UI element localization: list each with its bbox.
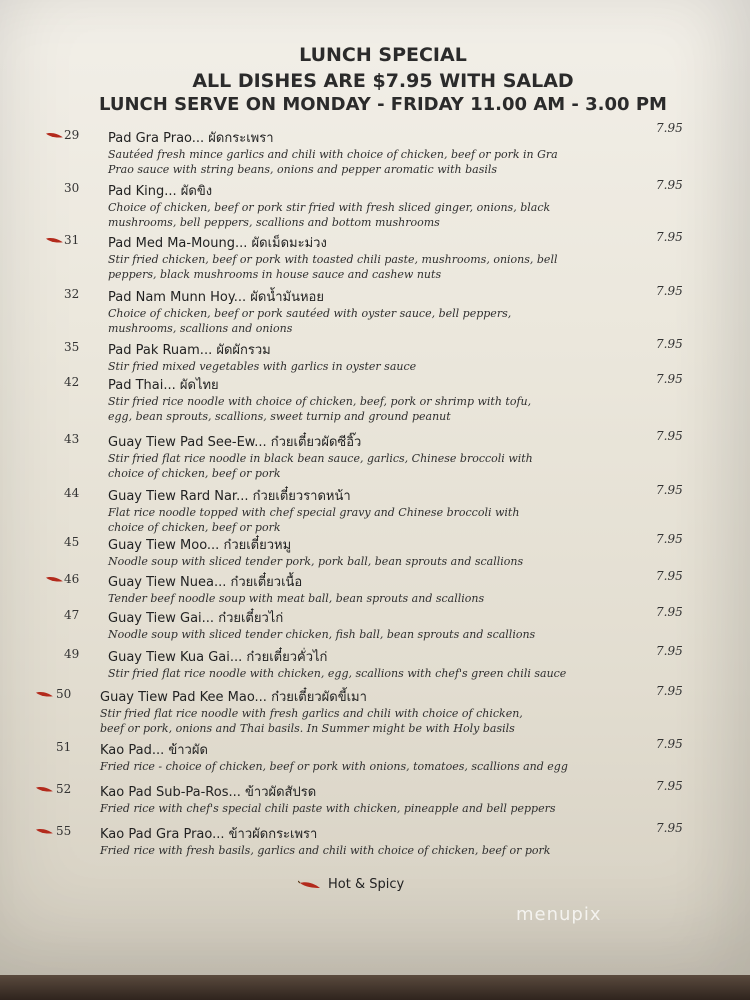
item-name: Guay Tiew Rard Nar... ก๋วยเตี๋ยวราดหน้า <box>108 489 351 504</box>
item-name: Pad Pak Ruam... ผัดผักรวม <box>108 343 271 358</box>
item-description: Fried rice with fresh basils, garlics and chili with choice of chicken, beef or pork <box>100 844 551 857</box>
chili-pepper-icon <box>44 575 64 583</box>
item-description: Stir fried rice noodle with choice of chicken, beef, pork or shrimp with tofu, egg, bean sprouts, scallions, sweet turnip and ground peanut <box>108 395 532 423</box>
item-description: Stir fried mixed vegetables with garlics in oyster sauce <box>108 360 417 373</box>
item-price: 7.95 <box>656 483 683 497</box>
table-edge <box>0 975 750 1000</box>
item-number: 47 <box>64 608 80 622</box>
item-description: Sautéed fresh mince garlics and chili with choice of chicken, beef or pork in Gra Prao sauce with string beans, onions and pepper aromatic with basils <box>108 148 558 176</box>
item-price: 7.95 <box>656 230 683 244</box>
item-price: 7.95 <box>656 532 683 546</box>
item-price: 7.95 <box>656 284 683 298</box>
item-description: Stir fried flat rice noodle in black bean sauce, garlics, Chinese broccoli with choice of chicken, beef or pork <box>108 452 533 480</box>
price-note: ALL DISHES ARE $7.95 WITH SALAD <box>192 70 574 92</box>
item-number: 32 <box>64 287 80 301</box>
item-number: 46 <box>64 572 80 586</box>
item-name: Guay Tiew Moo... ก๋วยเตี๋ยวหมู <box>108 538 292 553</box>
item-name: Pad Med Ma-Moung... ผัดเม็ดมะม่วง <box>108 236 327 251</box>
item-description: Fried rice - choice of chicken, beef or pork with onions, tomatoes, scallions and egg <box>100 760 568 773</box>
item-name: Guay Tiew Kua Gai... ก๋วยเตี๋ยวคั่วไก่ <box>108 650 328 665</box>
item-description: Flat rice noodle topped with chef special gravy and Chinese broccoli with choice of chicken, beef or pork <box>108 506 520 534</box>
item-price: 7.95 <box>656 779 683 793</box>
item-price: 7.95 <box>656 429 683 443</box>
menu-title: LUNCH SPECIAL <box>299 44 467 66</box>
item-number: 30 <box>64 181 80 195</box>
item-number: 43 <box>64 432 80 446</box>
item-description: Stir fried flat rice noodle with fresh garlics and chili with choice of chicken, beef or pork, onions and Thai basils. In Summer might be with Holy basils <box>100 707 523 735</box>
item-price: 7.95 <box>656 121 683 135</box>
item-description: Stir fried chicken, beef or pork with toasted chili paste, mushrooms, onions, bell peppers, black mushrooms in house sauce and cashew nuts <box>108 253 558 281</box>
chili-pepper-icon <box>34 690 54 698</box>
item-name: Guay Tiew Gai... ก๋วยเตี๋ยวไก่ <box>108 611 284 626</box>
item-number: 35 <box>64 340 80 354</box>
item-description: Tender beef noodle soup with meat ball, bean sprouts and scallions <box>108 592 485 605</box>
item-number: 45 <box>64 535 80 549</box>
item-name: Pad King... ผัดขิง <box>108 184 213 199</box>
item-name: Kao Pad Gra Prao... ข้าวผัดกระเพรา <box>100 827 318 842</box>
item-price: 7.95 <box>656 337 683 351</box>
item-number: 29 <box>64 128 80 142</box>
item-price: 7.95 <box>656 569 683 583</box>
item-number: 51 <box>56 740 72 754</box>
chili-pepper-icon <box>44 131 64 139</box>
chili-pepper-icon <box>44 236 64 244</box>
item-name: Guay Tiew Pad Kee Mao... ก๋วยเตี๋ยวผัดขี้เมา <box>100 690 367 705</box>
item-number: 44 <box>64 486 80 500</box>
item-name: Kao Pad Sub-Pa-Ros... ข้าวผัดสัปรด <box>100 785 317 800</box>
item-number: 31 <box>64 233 80 247</box>
item-name: Guay Tiew Nuea... ก๋วยเตี๋ยวเนื้อ <box>108 575 303 590</box>
item-price: 7.95 <box>656 372 683 386</box>
item-number: 52 <box>56 782 72 796</box>
item-name: Pad Nam Munn Hoy... ผัดน้ำมันหอย <box>108 290 324 305</box>
item-price: 7.95 <box>656 684 683 698</box>
serving-hours: LUNCH SERVE ON MONDAY - FRIDAY 11.00 AM - 3.00 PM <box>99 94 667 115</box>
item-description: Choice of chicken, beef or pork stir fried with fresh sliced ginger, onions, black mushrooms, bell peppers, scallions and bottom mushrooms <box>108 201 551 229</box>
item-number: 49 <box>64 647 80 661</box>
item-number: 55 <box>56 824 72 838</box>
item-name: Pad Gra Prao... ผัดกระเพรา <box>108 131 274 146</box>
chili-pepper-icon <box>298 880 322 890</box>
watermark: menupix <box>516 904 602 925</box>
item-number: 42 <box>64 375 80 389</box>
legend-label: Hot & Spicy <box>328 877 405 892</box>
item-price: 7.95 <box>656 178 683 192</box>
item-description: Choice of chicken, beef or pork sautéed with oyster sauce, bell peppers, mushrooms, scallions and onions <box>108 307 512 335</box>
item-price: 7.95 <box>656 821 683 835</box>
chili-pepper-icon <box>34 827 54 835</box>
item-description: Fried rice with chef's special chili paste with chicken, pineapple and bell peppers <box>100 802 556 815</box>
chili-pepper-icon <box>34 785 54 793</box>
item-number: 50 <box>56 687 72 701</box>
item-name: Kao Pad... ข้าวผัด <box>100 743 208 758</box>
spicy-legend <box>298 877 404 892</box>
item-price: 7.95 <box>656 644 683 658</box>
item-price: 7.95 <box>656 737 683 751</box>
item-name: Guay Tiew Pad See-Ew... ก๋วยเตี๋ยวผัดซีอิ๊ว <box>108 435 362 450</box>
item-description: Noodle soup with sliced tender pork, pork ball, bean sprouts and scallions <box>108 555 524 568</box>
item-description: Noodle soup with sliced tender chicken, fish ball, bean sprouts and scallions <box>108 628 536 641</box>
item-price: 7.95 <box>656 605 683 619</box>
item-name: Pad Thai... ผัดไทย <box>108 378 219 393</box>
item-description: Stir fried flat rice noodle with chicken, egg, scallions with chef's green chili sauce <box>108 667 567 680</box>
